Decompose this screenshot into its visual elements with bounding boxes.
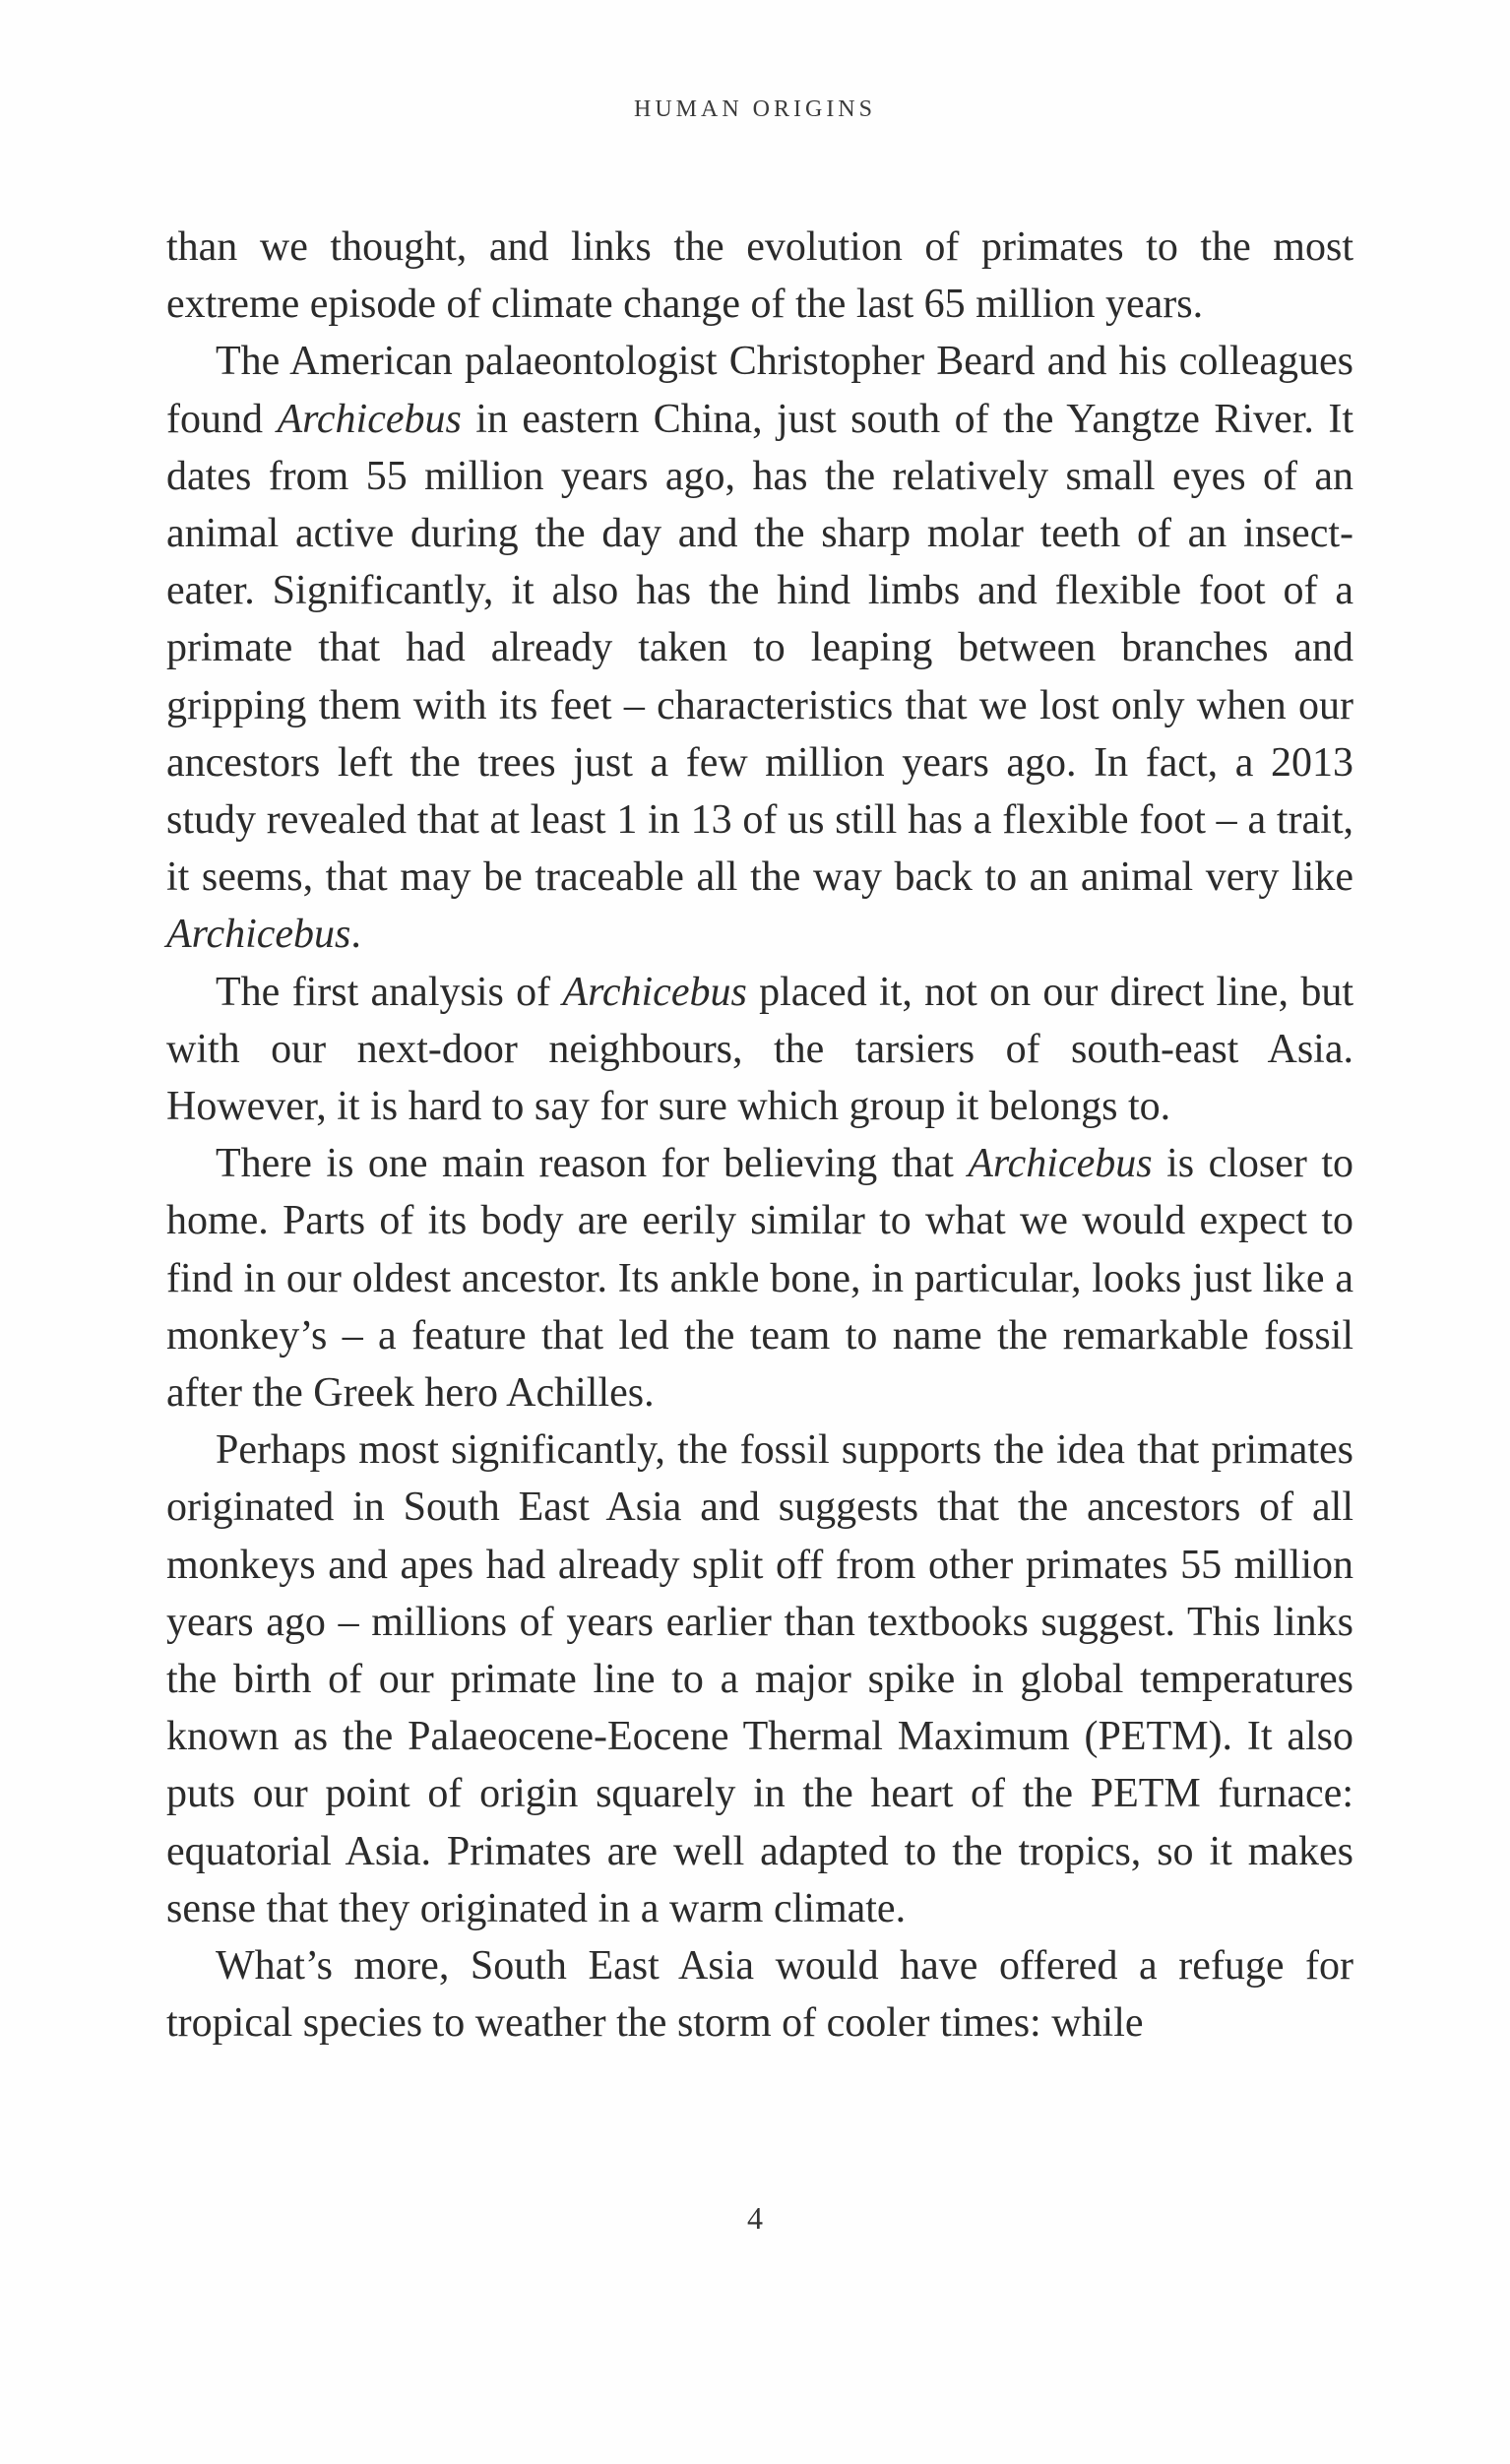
text-run: The first analysis of — [216, 969, 563, 1015]
italic-term: Archicebus — [277, 396, 462, 442]
text-run: The American palaeontologist Christopher Beard and his colleagues found — [166, 339, 1353, 442]
paragraph — [166, 1937, 1353, 2052]
paragraph — [166, 964, 1353, 1136]
text-run: . — [350, 912, 361, 958]
text-run: placed it, not on our direct line, but with our next-door neighbours, the tarsiers of south-east Asia. However, it is hard to say for sure which group it belongs to. — [166, 969, 1353, 1130]
paragraph — [166, 1422, 1353, 1937]
running-head: HUMAN ORIGINS — [633, 96, 876, 122]
text-run: Perhaps most significantly, the fossil supports the idea that primates originated in South East Asia and suggests that the ancestors of all monkeys and apes had already split off from other primates 55 million years ago – millions of years earlier than textbooks suggest. This links the birth of our primate line to a major spike in global temperatures known as the Palaeocene-Eocene Thermal Maximum (PETM). It also puts our point of origin squarely in the heart of the PETM furnace: equatorial Asia. Primates are well adapted to the tropics, so it makes sense that they originated in a warm climate. — [166, 1427, 1353, 1931]
page-number: 4 — [747, 2200, 763, 2236]
text-run: There is one main reason for believing that — [216, 1141, 969, 1187]
text-run: than we thought, and links the evolution of primates to the most extreme episode of climate change of the last 65 million years. — [166, 224, 1353, 328]
body-text — [166, 219, 1353, 2053]
text-run: is closer to home. Parts of its body are eerily similar to what we would expect to find in our oldest ancestor. Its ankle bone, in particular, looks just like a monkey’s – a feature that led the team to name the remarkable fossil after the Greek hero Achilles. — [166, 1141, 1353, 1417]
italic-term: Archicebus — [166, 912, 351, 958]
italic-term: Archicebus — [968, 1141, 1153, 1187]
paragraph — [166, 1135, 1353, 1422]
italic-term: Archicebus — [562, 969, 747, 1015]
text-run: What’s more, South East Asia would have offered a refuge for tropical species to weather the storm of cooler times: while — [166, 1943, 1353, 2047]
text-run: in eastern China, just south of the Yangtze River. It dates from 55 million years ago, has the relatively small eyes of an animal active during the day and the sharp molar teeth of an insect-eater. Significantly, it also has the hind limbs and flexible foot of a primate that had already taken to leaping between branches and gripping them with its feet – characteristics that we lost only when our ancestors left the trees just a few million years ago. In fact, a 2013 study revealed that at least 1 in 13 of us still has a flexible foot – a trait, it seems, that may be traceable all the way back to an animal very like — [166, 396, 1353, 901]
paragraph — [166, 219, 1353, 333]
paragraph — [166, 333, 1353, 963]
